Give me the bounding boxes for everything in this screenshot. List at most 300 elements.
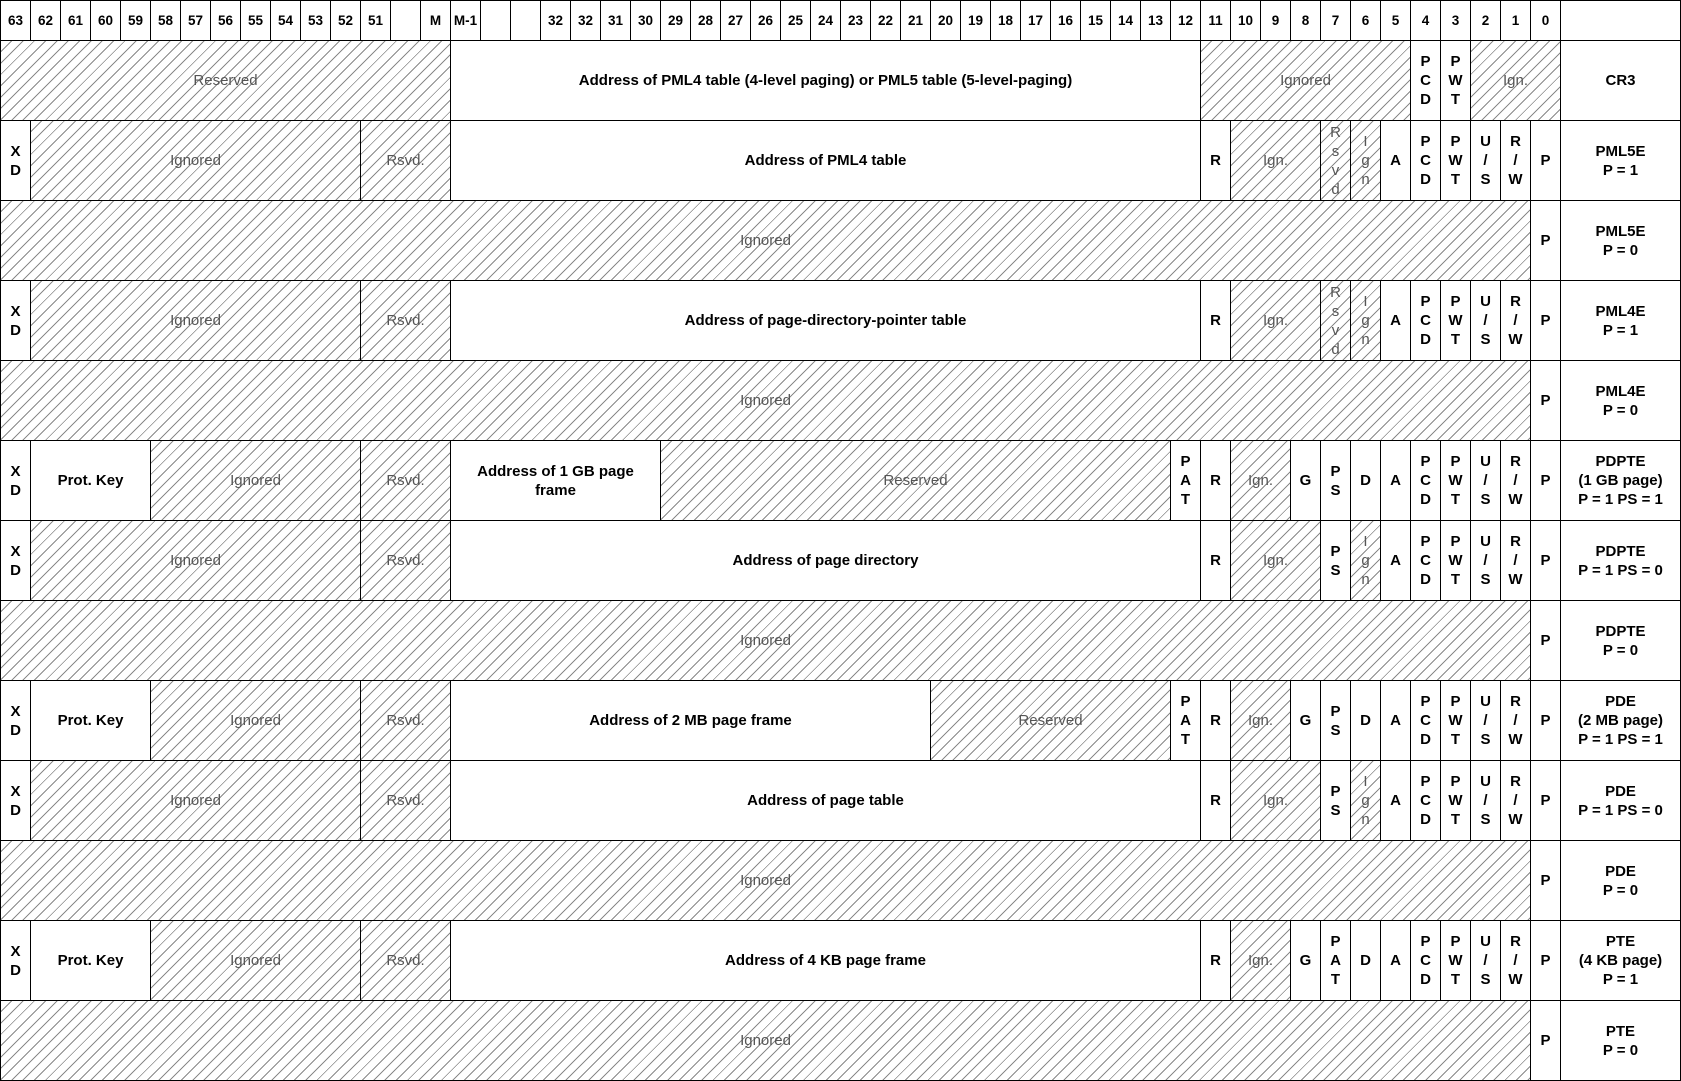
row-label-line: PTE — [1605, 1022, 1636, 1040]
field-pcd — [1410, 760, 1441, 841]
row-label-line: PDPTE — [1595, 542, 1646, 560]
letter: W — [1448, 552, 1463, 569]
letter: g — [1361, 552, 1370, 569]
field-ignored: Ignored — [30, 760, 361, 841]
bit-header-30: 30 — [630, 0, 661, 41]
field-ignored: Ignored — [0, 360, 1531, 441]
letter: P — [1330, 462, 1341, 480]
bit-header-11: 11 — [1200, 0, 1231, 41]
bit-header-9: 9 — [1260, 0, 1291, 41]
field-ignored: Ignored — [1200, 40, 1411, 121]
letter: P — [1330, 933, 1341, 950]
letter: n — [1361, 811, 1370, 828]
row-label-pdpte-p-0 — [1560, 600, 1681, 681]
letter: v — [1331, 321, 1340, 339]
bit-header-20: 20 — [930, 0, 961, 41]
letter: U — [1480, 773, 1491, 790]
field-ign: Ign. — [1230, 920, 1291, 1001]
field-pwt — [1440, 520, 1471, 601]
row-label-line: P = 1 — [1602, 161, 1639, 179]
field-ign — [1350, 120, 1381, 201]
bit-header-blank — [510, 0, 541, 41]
bit-header-7: 7 — [1320, 0, 1351, 41]
field-r: R — [1200, 920, 1231, 1001]
field-ign: Ign. — [1230, 520, 1321, 601]
field-pcd — [1410, 120, 1441, 201]
letter: U — [1480, 933, 1491, 950]
field-ign: Ign. — [1230, 760, 1321, 841]
letter: C — [1420, 792, 1431, 809]
letter: / — [1513, 712, 1518, 729]
letter: A — [1180, 712, 1191, 729]
row-label-pde-p-0 — [1560, 840, 1681, 921]
row-label-line: P = 0 — [1602, 241, 1639, 259]
bit-header-26: 26 — [750, 0, 781, 41]
bit-header-4: 4 — [1410, 0, 1441, 41]
bit-header-16: 16 — [1050, 0, 1081, 41]
letter: W — [1508, 331, 1523, 348]
letter: / — [1483, 712, 1488, 729]
field-xd — [0, 440, 31, 521]
field-p: P — [1530, 1000, 1561, 1081]
field-u-s — [1470, 520, 1501, 601]
field-rsvd: Rsvd. — [360, 440, 451, 521]
letter: S — [1480, 491, 1491, 508]
field-rsvd — [1320, 280, 1351, 361]
field-rsvd — [1320, 120, 1351, 201]
field-pcd — [1410, 680, 1441, 761]
letter: d — [1331, 340, 1340, 358]
letter: P — [1450, 453, 1461, 470]
field-address-of-1-gb-page-frame: Address of 1 GB page frame — [450, 440, 661, 521]
letter: D — [10, 961, 21, 979]
field-ignored: Ignored — [30, 520, 361, 601]
bit-header-27: 27 — [720, 0, 751, 41]
bit-header-0: 0 — [1530, 0, 1561, 41]
letter: T — [1180, 491, 1191, 508]
field-pcd — [1410, 280, 1441, 361]
letter: P — [1420, 933, 1431, 950]
letter: T — [1450, 171, 1461, 188]
letter: / — [1513, 952, 1518, 969]
bit-header-56: 56 — [210, 0, 241, 41]
field-u-s — [1470, 760, 1501, 841]
letter: W — [1508, 811, 1523, 828]
bit-header-61: 61 — [60, 0, 91, 41]
field-a: A — [1380, 120, 1411, 201]
field-r: R — [1200, 680, 1231, 761]
field-prot-key: Prot. Key — [30, 440, 151, 521]
row-label-line: P = 1 PS = 0 — [1578, 561, 1663, 579]
row-label-line: P = 1 PS = 1 — [1578, 731, 1663, 748]
field-p: P — [1530, 520, 1561, 601]
row-label-pdpte-1-gb-page-p-1-ps-1 — [1560, 440, 1681, 521]
row-label-pml4e-p-0 — [1560, 360, 1681, 441]
letter: S — [1480, 171, 1491, 188]
field-ignored: Ignored — [150, 920, 361, 1001]
letter: n — [1361, 571, 1370, 588]
field-pwt — [1440, 280, 1471, 361]
letter: R — [1330, 123, 1341, 141]
letter: S — [1330, 721, 1341, 739]
bit-header-3: 3 — [1440, 0, 1471, 41]
letter: v — [1331, 161, 1340, 179]
letter: T — [1450, 811, 1461, 828]
field-ign: Ign. — [1470, 40, 1561, 121]
field-r-w — [1500, 120, 1531, 201]
field-xd — [0, 520, 31, 601]
field-xd — [0, 280, 31, 361]
letter: / — [1483, 152, 1488, 169]
letter: X — [10, 542, 21, 560]
row-label-pde-2-mb-page-p-1-ps-1 — [1560, 680, 1681, 761]
field-u-s — [1470, 120, 1501, 201]
letter: P — [1330, 542, 1341, 560]
field-p: P — [1530, 440, 1561, 521]
bit-header-55: 55 — [240, 0, 271, 41]
letter: C — [1420, 312, 1431, 329]
letter: W — [1448, 312, 1463, 329]
row-label-line: PML4E — [1595, 382, 1646, 400]
bit-header-blank — [480, 0, 511, 41]
field-ignored: Ignored — [0, 200, 1531, 281]
field-g: G — [1290, 920, 1321, 1001]
letter: T — [1180, 731, 1191, 748]
letter: R — [1510, 933, 1521, 950]
letter: / — [1513, 312, 1518, 329]
field-ignored: Ignored — [30, 280, 361, 361]
field-rsvd: Rsvd. — [360, 920, 451, 1001]
letter: C — [1420, 472, 1431, 489]
bit-header-23: 23 — [840, 0, 871, 41]
field-r: R — [1200, 440, 1231, 521]
field-a: A — [1380, 680, 1411, 761]
letter: D — [10, 561, 21, 579]
bit-header-15: 15 — [1080, 0, 1111, 41]
letter: S — [1330, 481, 1341, 499]
letter: P — [1450, 693, 1461, 710]
letter: S — [1480, 971, 1491, 988]
bit-header-51: 51 — [360, 0, 391, 41]
field-r-w — [1500, 280, 1531, 361]
letter: P — [1420, 133, 1431, 150]
letter: P — [1450, 933, 1461, 950]
letter: W — [1448, 952, 1463, 969]
field-a: A — [1380, 760, 1411, 841]
field-rsvd: Rsvd. — [360, 120, 451, 201]
field-ps — [1320, 520, 1351, 601]
field-r: R — [1200, 280, 1231, 361]
letter: / — [1483, 312, 1488, 329]
bit-header-m-1: M-1 — [450, 0, 481, 41]
letter: T — [1450, 971, 1461, 988]
field-r-w — [1500, 680, 1531, 761]
row-label-pdpte-p-1-ps-0 — [1560, 520, 1681, 601]
bit-header-25: 25 — [780, 0, 811, 41]
letter: A — [1180, 472, 1191, 489]
field-p: P — [1530, 360, 1561, 441]
letter: R — [1510, 293, 1521, 310]
letter: W — [1448, 152, 1463, 169]
letter: D — [1420, 971, 1431, 988]
field-p: P — [1530, 120, 1561, 201]
bit-header-57: 57 — [180, 0, 211, 41]
field-p: P — [1530, 840, 1561, 921]
field-prot-key: Prot. Key — [30, 920, 151, 1001]
field-ignored: Ignored — [0, 1000, 1531, 1081]
bit-header-18: 18 — [990, 0, 1021, 41]
letter: W — [1508, 171, 1523, 188]
field-pcd — [1410, 440, 1441, 521]
letter: g — [1361, 792, 1370, 809]
field-rsvd: Rsvd. — [360, 680, 451, 761]
letter: R — [1510, 533, 1521, 550]
bit-header-19: 19 — [960, 0, 991, 41]
letter: D — [10, 721, 21, 739]
bit-header-6: 6 — [1350, 0, 1381, 41]
field-ignored: Ignored — [150, 680, 361, 761]
row-label-pml5e-p-1 — [1560, 120, 1681, 201]
field-address-of-page-directory-pointer-table: Address of page-directory-pointer table — [450, 280, 1201, 361]
row-label-line: (4 KB page) — [1578, 952, 1663, 969]
letter: W — [1508, 971, 1523, 988]
bit-header-2: 2 — [1470, 0, 1501, 41]
field-prot-key: Prot. Key — [30, 680, 151, 761]
field-pwt — [1440, 40, 1471, 121]
field-ps — [1320, 680, 1351, 761]
letter: P — [1420, 693, 1431, 710]
letter: s — [1331, 142, 1340, 160]
row-label-line: PDPTE — [1595, 622, 1646, 640]
letter: R — [1330, 283, 1341, 301]
letter: T — [1450, 331, 1461, 348]
bit-header-60: 60 — [90, 0, 121, 41]
letter: D — [1420, 571, 1431, 588]
letter: T — [1450, 491, 1461, 508]
letter: C — [1420, 152, 1431, 169]
field-r: R — [1200, 120, 1231, 201]
letter: X — [10, 142, 21, 160]
field-u-s — [1470, 440, 1501, 521]
field-g: G — [1290, 440, 1321, 521]
bit-header-12: 12 — [1170, 0, 1201, 41]
bit-header-10: 10 — [1230, 0, 1261, 41]
letter: / — [1513, 152, 1518, 169]
field-p: P — [1530, 760, 1561, 841]
bit-header-63: 63 — [0, 0, 31, 41]
field-xd — [0, 120, 31, 201]
letter: P — [1420, 773, 1431, 790]
field-pcd — [1410, 920, 1441, 1001]
field-p: P — [1530, 600, 1561, 681]
letter: S — [1480, 571, 1491, 588]
field-ignored: Ignored — [0, 840, 1531, 921]
field-u-s — [1470, 920, 1501, 1001]
letter: D — [1420, 811, 1431, 828]
letter: / — [1483, 792, 1488, 809]
field-rsvd: Rsvd. — [360, 760, 451, 841]
field-ignored: Ignored — [150, 440, 361, 521]
letter: D — [10, 161, 21, 179]
field-pwt — [1440, 120, 1471, 201]
letter: X — [10, 942, 21, 960]
letter: I — [1363, 293, 1368, 310]
row-label-pde-p-1-ps-0 — [1560, 760, 1681, 841]
letter: T — [1450, 731, 1461, 748]
letter: I — [1363, 133, 1368, 150]
row-label-pml5e-p-0 — [1560, 200, 1681, 281]
field-ign — [1350, 760, 1381, 841]
bit-header-32: 32 — [540, 0, 571, 41]
field-rsvd: Rsvd. — [360, 520, 451, 601]
letter: D — [10, 481, 21, 499]
bit-header-62: 62 — [30, 0, 61, 41]
letter: S — [1330, 561, 1341, 579]
letter: W — [1508, 731, 1523, 748]
field-pat — [1170, 680, 1201, 761]
letter: P — [1420, 533, 1431, 550]
letter: / — [1513, 472, 1518, 489]
row-label-line: PDPTE — [1595, 453, 1646, 470]
field-a: A — [1380, 440, 1411, 521]
bit-header-5: 5 — [1380, 0, 1411, 41]
letter: R — [1510, 693, 1521, 710]
field-g: G — [1290, 680, 1321, 761]
letter: s — [1331, 302, 1340, 320]
letter: U — [1480, 133, 1491, 150]
field-pcd — [1410, 520, 1441, 601]
letter: P — [1330, 702, 1341, 720]
letter: X — [10, 702, 21, 720]
letter: / — [1513, 792, 1518, 809]
letter: X — [10, 462, 21, 480]
letter: A — [1330, 952, 1341, 969]
letter: / — [1483, 472, 1488, 489]
letter: P — [1180, 453, 1191, 470]
letter: U — [1480, 693, 1491, 710]
row-label-line: PDE — [1605, 862, 1636, 880]
field-a: A — [1380, 520, 1411, 601]
letter: W — [1448, 72, 1463, 89]
field-pwt — [1440, 920, 1471, 1001]
letter: P — [1450, 773, 1461, 790]
letter: P — [1450, 133, 1461, 150]
letter: W — [1448, 472, 1463, 489]
field-reserved: Reserved — [660, 440, 1171, 521]
letter: D — [10, 801, 21, 819]
field-ignored: Ignored — [30, 120, 361, 201]
bit-header-13: 13 — [1140, 0, 1171, 41]
letter: P — [1180, 693, 1191, 710]
field-ps — [1320, 440, 1351, 521]
field-a: A — [1380, 280, 1411, 361]
letter: n — [1361, 331, 1370, 348]
letter: T — [1330, 971, 1341, 988]
field-r: R — [1200, 520, 1231, 601]
field-address-of-pml4-table-4-level-paging-or-pml5-table-5-level-paging: Address of PML4 table (4-level paging) or PML5 table (5-level-paging) — [450, 40, 1201, 121]
letter: D — [10, 321, 21, 339]
field-xd — [0, 680, 31, 761]
bit-header-17: 17 — [1020, 0, 1051, 41]
letter: U — [1480, 533, 1491, 550]
field-pwt — [1440, 760, 1471, 841]
letter: P — [1420, 293, 1431, 310]
field-u-s — [1470, 280, 1501, 361]
row-label-line: P = 1 PS = 1 — [1578, 491, 1663, 508]
letter: D — [1420, 731, 1431, 748]
letter: d — [1331, 180, 1340, 198]
field-xd — [0, 920, 31, 1001]
field-ign — [1350, 280, 1381, 361]
letter: / — [1483, 952, 1488, 969]
letter: D — [1420, 491, 1431, 508]
field-d: D — [1350, 680, 1381, 761]
letter: P — [1450, 293, 1461, 310]
bit-header-31: 31 — [600, 0, 631, 41]
bit-header-blank — [1560, 0, 1681, 41]
bit-header-54: 54 — [270, 0, 301, 41]
letter: S — [1480, 331, 1491, 348]
row-label-line: P = 0 — [1602, 641, 1639, 659]
field-pcd — [1410, 40, 1441, 121]
field-ign: Ign. — [1230, 120, 1321, 201]
letter: C — [1420, 72, 1431, 89]
field-pat — [1170, 440, 1201, 521]
field-r-w — [1500, 520, 1531, 601]
letter: C — [1420, 712, 1431, 729]
field-pat — [1320, 920, 1351, 1001]
field-r-w — [1500, 920, 1531, 1001]
row-label-line: (2 MB page) — [1577, 712, 1663, 729]
letter: R — [1510, 133, 1521, 150]
row-label-line: PML5E — [1595, 142, 1646, 160]
letter: T — [1450, 91, 1461, 108]
field-ps — [1320, 760, 1351, 841]
field-address-of-2-mb-page-frame: Address of 2 MB page frame — [450, 680, 931, 761]
row-label-line: P = 1 — [1602, 321, 1639, 339]
letter: W — [1508, 491, 1523, 508]
row-label-pte-4-kb-page-p-1 — [1560, 920, 1681, 1001]
row-label-pte-p-0 — [1560, 1000, 1681, 1081]
letter: P — [1420, 53, 1431, 70]
row-label-line: P = 0 — [1602, 1041, 1639, 1059]
letter: W — [1508, 571, 1523, 588]
letter: D — [1420, 171, 1431, 188]
bit-header-58: 58 — [150, 0, 181, 41]
bit-header-59: 59 — [120, 0, 151, 41]
field-r-w — [1500, 760, 1531, 841]
field-ign: Ign. — [1230, 280, 1321, 361]
bit-header-22: 22 — [870, 0, 901, 41]
letter: S — [1480, 811, 1491, 828]
row-label-line: P = 1 PS = 0 — [1578, 801, 1663, 819]
letter: C — [1420, 552, 1431, 569]
bit-header-m: M — [420, 0, 451, 41]
row-label-line: PML4E — [1595, 302, 1646, 320]
field-ign: Ign. — [1230, 680, 1291, 761]
row-label-line: CR3 — [1605, 72, 1636, 89]
field-address-of-pml4-table: Address of PML4 table — [450, 120, 1201, 201]
letter: D — [1420, 91, 1431, 108]
letter: R — [1510, 773, 1521, 790]
letter: T — [1450, 571, 1461, 588]
letter: U — [1480, 453, 1491, 470]
row-label-line: PTE — [1605, 933, 1636, 950]
row-label-cr3 — [1560, 40, 1681, 121]
field-xd — [0, 760, 31, 841]
row-label-line: PML5E — [1595, 222, 1646, 240]
letter: W — [1448, 792, 1463, 809]
